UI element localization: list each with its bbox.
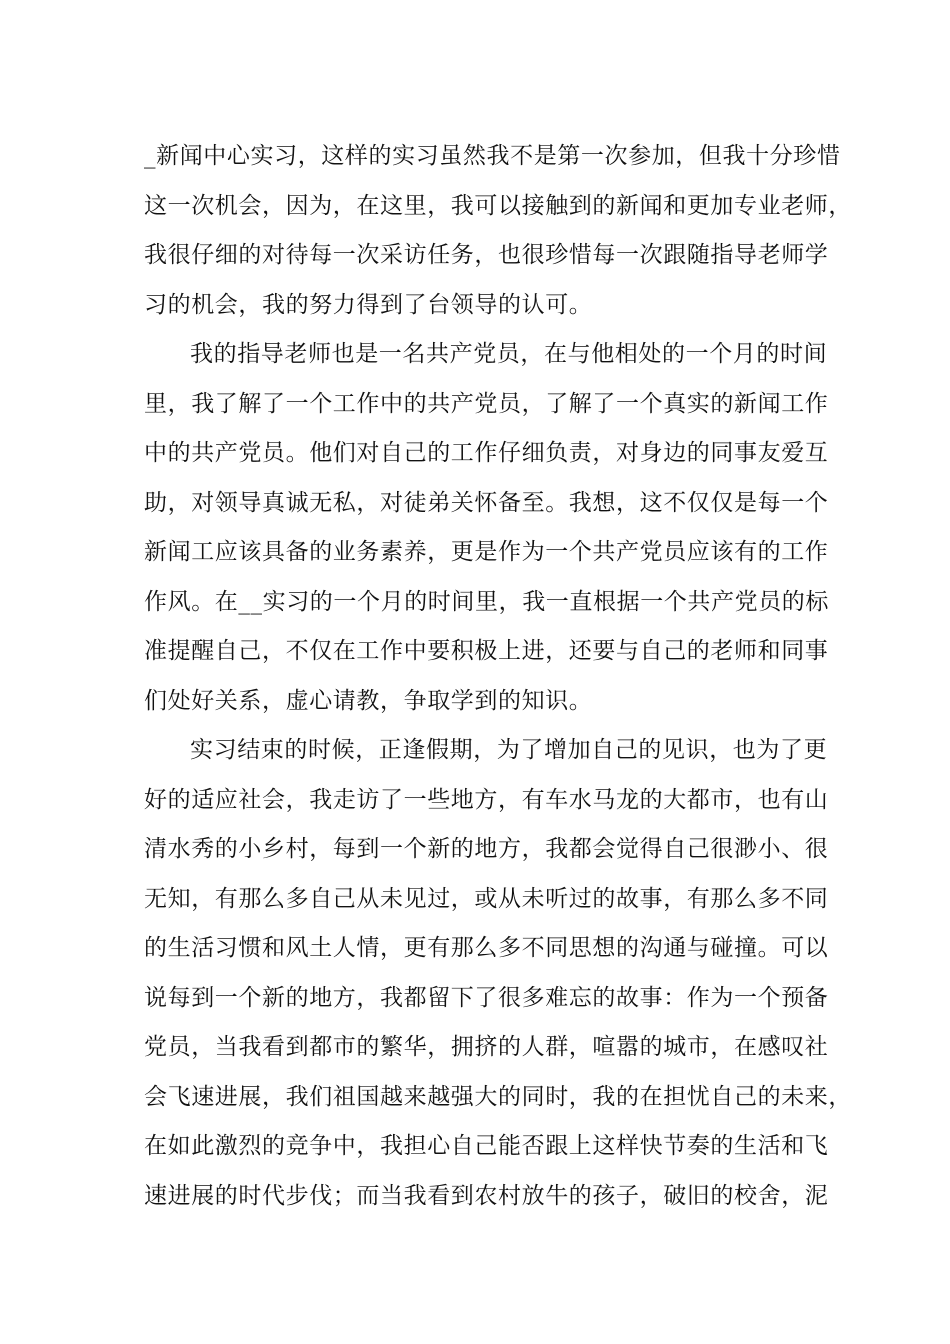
text-line: 准提醒自己，不仅在工作中要积极上进，还要与自己的老师和同事 [144,638,829,664]
text-line: 我很仔细的对待每一次采访任务，也很珍惜每一次跟随指导老师学 [144,242,829,268]
text-line: 里，我了解了一个工作中的共产党员，了解了一个真实的新闻工作 [144,390,829,417]
paragraph-first-line: 实习结束的时候，正逢假期，为了增加自己的见识，也为了更 [190,737,828,763]
document-body [144,132,852,1221]
text-line: 在如此激烈的竞争中，我担心自己能否跟上这样快节奏的生活和飞 [144,1133,829,1159]
text-line: 这一次机会，因为，在这里，我可以接触到的新闻和更加专业老师， [144,192,852,219]
text-line: 速进展的时代步伐；而当我看到农村放牛的孩子，破旧的校舍，泥 [144,1182,829,1209]
text-line: 们处好关系，虚心请教，争取学到的知识。 [144,687,593,714]
text-line: 无知，有那么多自己从未见过，或从未听过的故事，有那么多不同 [144,885,829,912]
text-line: 作风。在__实习的一个月的时间里，我一直根据一个共产党员的标 [144,588,829,615]
text-line: 党员，当我看到都市的繁华，拥挤的人群，喧嚣的城市，在感叹社 [144,1034,829,1060]
text-line: 中的共产党员。他们对自己的工作仔细负责，对身边的同事友爱互 [144,440,829,466]
text-line: 的生活习惯和风土人情，更有那么多不同思想的沟通与碰撞。可以 [144,935,829,961]
text-line: 说每到一个新的地方，我都留下了很多难忘的故事：作为一个预备 [144,984,829,1011]
paragraph-first-line: 我的指导老师也是一名共产党员，在与他相处的一个月的时间 [190,341,828,367]
text-line: _新闻中心实习，这样的实习虽然我不是第一次参加，但我十分珍惜 [144,143,841,169]
text-line: 好的适应社会，我走访了一些地方，有车水马龙的大都市，也有山 [144,786,829,813]
text-line: 清水秀的小乡村，每到一个新的地方，我都会觉得自己很渺小、很 [144,836,829,862]
text-line: 会飞速进展，我们祖国越来越强大的同时，我的在担忧自己的未来， [144,1083,852,1110]
text-line: 新闻工应该具备的业务素养，更是作为一个共产党员应该有的工作 [144,539,829,565]
text-line: 习的机会，我的努力得到了台领导的认可。 [144,291,593,318]
text-line: 助，对领导真诚无私，对徒弟关怀备至。我想，这不仅仅是每一个 [144,489,829,516]
